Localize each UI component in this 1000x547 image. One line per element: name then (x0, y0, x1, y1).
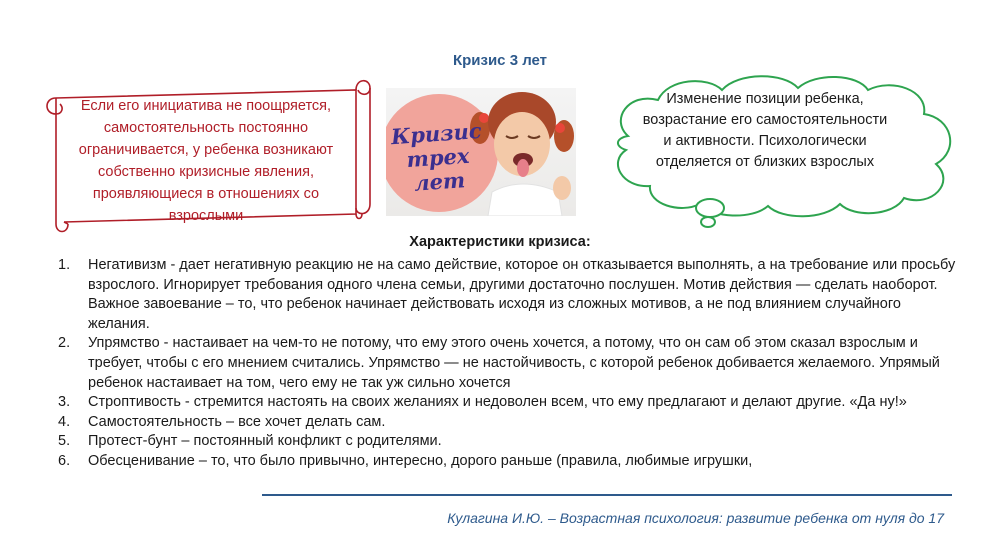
picture-label-line1: Кризис (390, 117, 483, 150)
crisis-picture (386, 88, 576, 216)
item-text: Строптивость - стремится настоять на своих желаниях и недоволен всем, что ему предлагают и делают другие. «Да ну!» (88, 394, 907, 411)
item-number: 1. (58, 257, 71, 273)
list-item (40, 413, 960, 433)
footer-divider (262, 494, 952, 496)
picture-label (386, 119, 490, 198)
item-number: 3. (58, 394, 71, 411)
item-number: 4. (58, 413, 71, 430)
item-number: 5. (58, 433, 71, 450)
list-item (40, 334, 960, 393)
picture-label-line2: трех (405, 142, 471, 173)
item-number: 2. (58, 335, 71, 352)
item-text: Упрямство - настаивает на чем-то не потому, что ему этого очень хочется, а потому, что он сам об этом сказал взрослым и требует, чтобы с его мнением считались. Упрямство — не настойчивость, с которой ребенок добивается желаемого. Упрямый ребенок настаивает на том, чего ему не так уж сильно хочется (88, 335, 940, 391)
page-title: Кризис 3 лет (452, 52, 548, 69)
characteristics-list (40, 256, 960, 472)
item-text: Обесценивание – то, что было привычно, интересно, дорого раньше (правила, любимые игрушки, (88, 452, 753, 469)
list-item (40, 452, 960, 472)
item-text: Самостоятельность – все хочет делать сам. (88, 413, 386, 430)
list-title: Характеристики кризиса: (409, 234, 591, 250)
item-text: Протест-бунт – постоянный конфликт с родителями. (88, 433, 442, 450)
list-item (40, 256, 960, 334)
list-item (40, 432, 960, 452)
item-number: 6. (58, 452, 71, 469)
cloud-text: Изменение позиции ребенка, возрастание его самостоятельности и активности. Психологически отделяется от близких взрослых (642, 91, 888, 170)
scroll-text: Если его инициатива не поощряется, самостоятельность постоянно ограничивается, у ребенка возникают собственно кризисные явления, проявляющиеся в отношениях со взрослыми (78, 98, 334, 224)
list-item (40, 393, 960, 413)
footer-citation: Кулагина И.Ю. – Возрастная психология: развитие ребенка от нуля до 17 (447, 510, 944, 526)
item-text: Негативизм - дает негативную реакцию не на само действие, которое он отказывается выполнять, а на требование или просьбу взрослого. Игнорирует требования одного члена семьи, другими достаточно послушен. Мотив действия — сделать наоборот. Важное завоевание – то, что ребенок начинает действовать исходя из сложных мотивов, а не под влиянием случайного желания. (88, 257, 956, 332)
picture-label-line3: лет (413, 167, 466, 196)
